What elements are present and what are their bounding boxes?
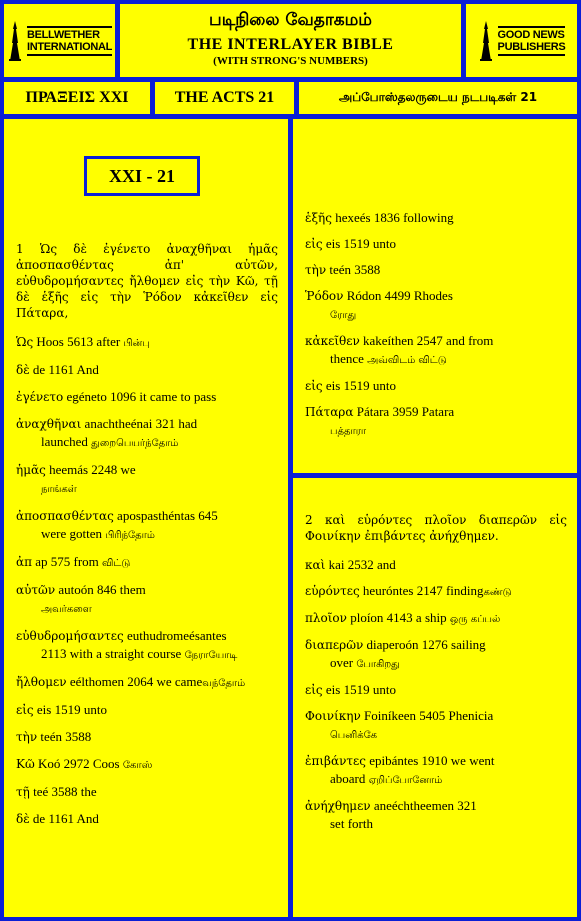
greek-word: πλοῖον — [305, 611, 347, 625]
top-right-entries — [305, 209, 567, 448]
tamil-gloss: கோஸ் — [122, 760, 153, 771]
word-entry — [16, 388, 278, 406]
tamil-gloss: பத்தாரா — [330, 426, 367, 437]
greek-word: τὴν — [16, 730, 38, 744]
gloss: euthudromeésantes — [123, 628, 227, 643]
verse-2-text: 2 καὶ εὑρόντες πλοῖον διαπερῶν εἰς Φοινίκην ἐπιβάντες ἀνήχθημεν. — [305, 513, 567, 543]
word-entry — [16, 701, 278, 719]
tamil-gloss: அவ்விடம் விட்டு — [367, 355, 447, 366]
tower-icon — [478, 21, 494, 61]
verse-2-block — [305, 512, 567, 842]
word-entry — [305, 209, 567, 227]
gloss: teén 3588 — [326, 262, 381, 277]
greek-word: ἀνήχθημεν — [305, 799, 371, 813]
gloss: epibántes 1910 we went — [365, 753, 495, 768]
greek-word: ἐπιβάντες — [305, 754, 366, 768]
gloss: aneéchtheemen 321 — [370, 798, 477, 813]
gloss-continuation-text: were gotten — [41, 526, 106, 541]
title-english: THE INTERLAYER BIBLE — [187, 36, 394, 53]
gloss: heemás 2248 we — [45, 462, 136, 477]
greek-word: διαπερῶν — [305, 638, 364, 652]
title-block — [120, 4, 461, 77]
right-top-column — [293, 119, 577, 473]
gloss-continuation — [305, 770, 567, 789]
tamil-gloss: ஒரு கப்பல் — [449, 614, 501, 625]
left-column — [4, 119, 288, 917]
gloss: kakeíthen 2547 and from — [359, 333, 494, 348]
greek-word: εὐθυδρομήσαντες — [16, 629, 124, 643]
tower-icon — [7, 21, 23, 61]
gloss-continuation — [305, 815, 567, 834]
gloss-continuation-text: aboard — [330, 771, 369, 786]
logo-line1: GOOD NEWS — [497, 28, 565, 41]
greek-word: εἰς — [16, 703, 34, 717]
greek-word: ἀπ — [16, 555, 32, 569]
word-entry — [305, 332, 567, 369]
word-entry — [305, 681, 567, 699]
greek-word: αὐτῶν — [16, 583, 56, 597]
gloss: apospasthéntas 645 — [113, 508, 218, 523]
tamil-gloss: ஏறிப்போனோம் — [368, 775, 443, 786]
gloss: kai 2532 and — [325, 557, 396, 572]
logo-line2: PUBLISHERS — [497, 40, 566, 53]
greek-word: ἀναχθῆναι — [16, 417, 82, 431]
gloss: ap 575 from — [32, 554, 103, 569]
greek-word: εἰς — [305, 237, 323, 251]
greek-word: τῇ — [16, 785, 30, 799]
word-entry — [305, 582, 567, 601]
word-entry — [305, 752, 567, 789]
tamil-gloss: விட்டு — [102, 558, 131, 569]
tamil-gloss: நேராயோடி — [184, 650, 238, 661]
word-entry — [16, 673, 278, 692]
gloss: Ródon 4499 Rhodes — [343, 288, 453, 303]
greek-word: Κῶ — [16, 757, 35, 771]
tamil-gloss: வந்தோம் — [202, 678, 246, 689]
gloss-continuation — [16, 645, 278, 664]
word-entry — [305, 287, 567, 324]
greek-word: Ὡς — [16, 335, 34, 349]
gloss: anachtheénai 321 had — [81, 416, 198, 431]
word-entry — [16, 461, 278, 498]
gloss: autoón 846 them — [55, 582, 146, 597]
gloss: eis 1519 unto — [33, 702, 107, 717]
greek-word: ἀποσπασθέντας — [16, 509, 114, 523]
tamil-gloss: ரோது — [330, 310, 357, 321]
greek-word: Ῥόδον — [305, 289, 344, 303]
verse-2-entries — [305, 556, 567, 834]
gloss-continuation — [16, 479, 278, 498]
gloss-continuation-text: over — [330, 655, 357, 670]
book-tamil: அப்போஸ்தலருடைய நடபடிகள் 21 — [299, 82, 577, 114]
good-news-logo — [466, 4, 577, 77]
gloss-continuation — [305, 725, 567, 744]
word-entry — [305, 707, 567, 744]
greek-word: ἑξῆς — [305, 211, 332, 225]
greek-word: εὑρόντες — [305, 584, 360, 598]
logo-line2: INTERNATIONAL — [26, 40, 113, 53]
word-entry — [305, 235, 567, 253]
gloss: teé 3588 the — [29, 784, 97, 799]
gloss-continuation-text: thence — [330, 351, 368, 366]
gloss: Hoos 5613 after — [33, 334, 124, 349]
word-entry — [16, 553, 278, 572]
word-entry — [16, 507, 278, 544]
book-english: THE ACTS 21 — [155, 82, 294, 114]
gloss: de 1161 And — [29, 811, 99, 826]
word-entry — [16, 581, 278, 618]
gloss: eis 1519 unto — [322, 236, 396, 251]
title-subtitle: (WITH STRONG'S NUMBERS) — [213, 55, 368, 67]
gloss-continuation-text: set forth — [330, 816, 373, 831]
greek-word: εἰς — [305, 379, 323, 393]
greek-word: δὲ — [16, 812, 30, 826]
word-entry — [16, 728, 278, 746]
tamil-gloss: போகிறது — [356, 659, 400, 670]
word-entry — [305, 636, 567, 673]
tamil-gloss: பெனிக்கே — [330, 730, 378, 741]
greek-word: εἰς — [305, 683, 323, 697]
gloss-continuation — [305, 305, 567, 324]
verse-1-text: 1 Ὡς δὲ ἐγένετο ἀναχθῆναι ἡμᾶς ἀποσπασθέντας ἀπ' αὐτῶν, εὐθυδρομήσαντες ἤλθομεν εἰς τὴν Κῶ, τῇ δὲ ἑξῆς εἰς τὴν Ῥόδον κἀκεῖθεν εἰς Πάταρα, — [16, 242, 278, 320]
book-greek: ΠΡΑΞΕΙΣ XXI — [4, 82, 150, 114]
word-entry — [305, 556, 567, 574]
greek-word: τὴν — [305, 263, 327, 277]
gloss: eélthomen 2064 we came — [66, 674, 203, 689]
greek-word: ἡμᾶς — [16, 463, 46, 477]
gloss: ploíon 4143 a ship — [346, 610, 450, 625]
verse-1-entries — [16, 333, 278, 828]
title-tamil: படிநிலை வேதாகமம் — [209, 10, 372, 30]
greek-word: δὲ — [16, 363, 30, 377]
word-entry — [305, 797, 567, 834]
logo-line1: BELLWETHER — [26, 28, 100, 41]
gloss-continuation — [16, 433, 278, 452]
greek-word: ἤλθομεν — [16, 675, 67, 689]
word-entry — [16, 361, 278, 379]
word-entry — [305, 261, 567, 279]
gloss: teén 3588 — [37, 729, 92, 744]
tamil-gloss: துறைபெயர்ந்தோம் — [91, 438, 179, 449]
tamil-gloss: நாங்கள் — [41, 484, 77, 495]
bellwether-logo — [4, 4, 115, 77]
gloss: Pátara 3959 Patara — [353, 404, 455, 419]
greek-word: ἐγένετο — [16, 390, 64, 404]
word-entry — [16, 333, 278, 352]
gloss-continuation-text: 2113 with a straight course — [41, 646, 185, 661]
gloss: hexeés 1836 following — [331, 210, 454, 225]
word-entry — [16, 627, 278, 664]
right-bottom-column — [293, 478, 577, 917]
tamil-gloss: பின்பு — [123, 338, 150, 349]
gloss-continuation — [16, 525, 278, 544]
gloss: eis 1519 unto — [322, 378, 396, 393]
gloss-continuation — [305, 421, 567, 440]
tamil-gloss: கண்டு — [483, 587, 512, 598]
word-entry — [16, 415, 278, 452]
gloss: heuróntes 2147 finding — [359, 583, 484, 598]
word-entry — [16, 810, 278, 828]
greek-word: καὶ — [305, 558, 326, 572]
word-entry — [16, 783, 278, 801]
gloss: Koó 2972 Coos — [34, 756, 123, 771]
chapter-label: XXI - 21 — [84, 156, 200, 196]
gloss-continuation — [16, 599, 278, 618]
word-entry — [305, 403, 567, 440]
tamil-gloss: பிரிந்தோம் — [105, 530, 155, 541]
tamil-gloss: அவர்களை — [41, 604, 92, 615]
verse-1-block — [16, 241, 278, 837]
word-entry — [305, 377, 567, 395]
gloss: Foiníkeen 5405 Phenicia — [360, 708, 494, 723]
word-entry — [16, 755, 278, 774]
greek-word: κἀκεῖθεν — [305, 334, 360, 348]
gloss-continuation-text: launched — [41, 434, 92, 449]
gloss: de 1161 And — [29, 362, 99, 377]
gloss-continuation — [305, 350, 567, 369]
gloss: eis 1519 unto — [322, 682, 396, 697]
gloss-continuation — [305, 654, 567, 673]
gloss: diaperoón 1276 sailing — [363, 637, 486, 652]
word-entry — [305, 609, 567, 628]
greek-word: Φοινίκην — [305, 709, 361, 723]
greek-word: Πάταρα — [305, 405, 354, 419]
gloss: egéneto 1096 it came to pass — [63, 389, 217, 404]
